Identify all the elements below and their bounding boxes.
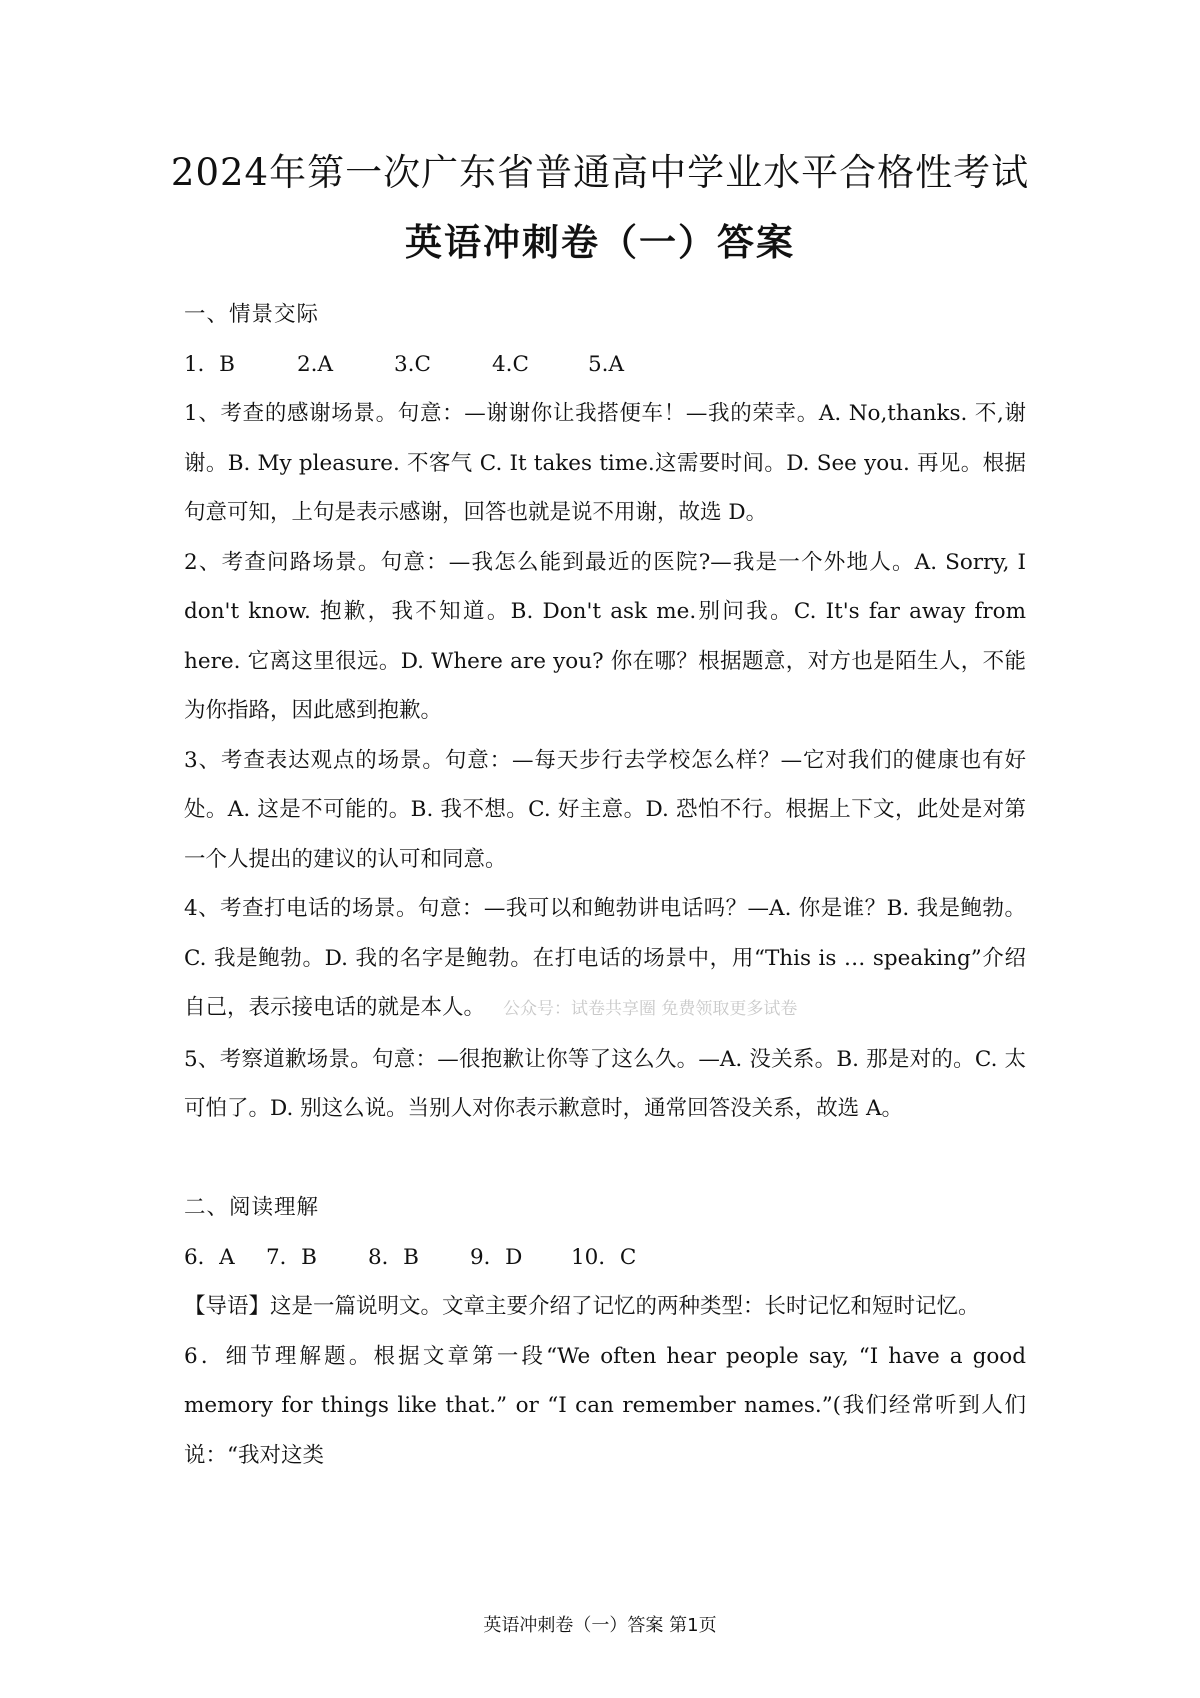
explanation-q4: 4、考查打电话的场景。句意：—我可以和鲍勃讲电话吗？—A. 你是谁？B. 我是鲍勃。C. 我是鲍勃。D. 我的名字是鲍勃。在打电话的场景中，用“This is … speaking”介绍自己，表示接电话的就是本人。 [184,896,1026,1020]
answer-item: 10．C [571,1244,637,1270]
section-heading-situational: 一、情景交际 [184,302,320,327]
answer-list-section1 [184,340,1026,390]
answer-item: 8．B [368,1244,419,1270]
page-footer: 英语冲刺卷（一）答案 第1页 [483,1615,717,1636]
answer-item: 9．D [470,1244,523,1270]
answer-item: 1．B [184,351,235,377]
explanation-q3: 3、考查表达观点的场景。句意：—每天步行去学校怎么样？—它对我们的健康也有好处。A. 这是不可能的。B. 我不想。C. 好主意。D. 恐怕不行。根据上下文，此处是对第一个人提出的建议的认可和同意。 [184,747,1026,872]
answer-key-title: 英语冲刺卷（一）答案 [405,220,795,264]
answer-item: 5.A [588,351,625,377]
section-spacer [184,1134,1026,1184]
explanation-q1: 1、考查的感谢场景。句意：—谢谢你让我搭便车！—我的荣幸。A. No,thanks. 不,谢谢。B. My pleasure. 不客气 C. It takes time.这需要时间。D. See you. 再见。根据句意可知，上句是表示感谢，回答也就是说不用谢，故选 D。 [184,401,1026,525]
explanation-q5: 5、考察道歉场景。句意：—很抱歉让你等了这么久。—A. 没关系。B. 那是对的。C. 太可怕了。D. 别这么说。当别人对你表示歉意时，通常回答没关系，故选 A。 [184,1046,1026,1121]
answer-list-section2 [184,1233,1026,1283]
explanation-q2: 2、考查问路场景。句意：—我怎么能到最近的医院?—我是一个外地人。A. Sorry, I don't know. 抱歉，我不知道。B. Don't ask me.别问我。C. It's far away from here. 它离这里很远。D. Where are you? 你在哪？根据题意，对方也是陌生人，不能为你指路，因此感到抱歉。 [184,549,1026,723]
explanation-q4-block [184,884,1026,1035]
answer-item: 6．A [184,1244,235,1270]
reading-intro: 【导语】这是一篇说明文。文章主要介绍了记忆的两种类型：长时记忆和短时记忆。 [184,1294,980,1319]
answer-item: 7．B [266,1244,317,1270]
answer-item: 2.A [297,351,334,377]
document-body [184,290,1026,1480]
watermark-text: 公众号：试卷共享圈 免费领取更多试卷 [503,999,798,1019]
section-heading-reading: 二、阅读理解 [184,1195,320,1220]
answer-item: 3.C [394,351,431,377]
exam-title: 2024年第一次广东省普通高中学业水平合格性考试 [170,151,1030,194]
explanation-q6: 6．细节理解题。根据文章第一段“We often hear people say, “I have a good memory for things like that.” or “I can remember names.”(我们经常听到人们说：“我对这类 [184,1343,1026,1468]
answer-item: 4.C [492,351,529,377]
